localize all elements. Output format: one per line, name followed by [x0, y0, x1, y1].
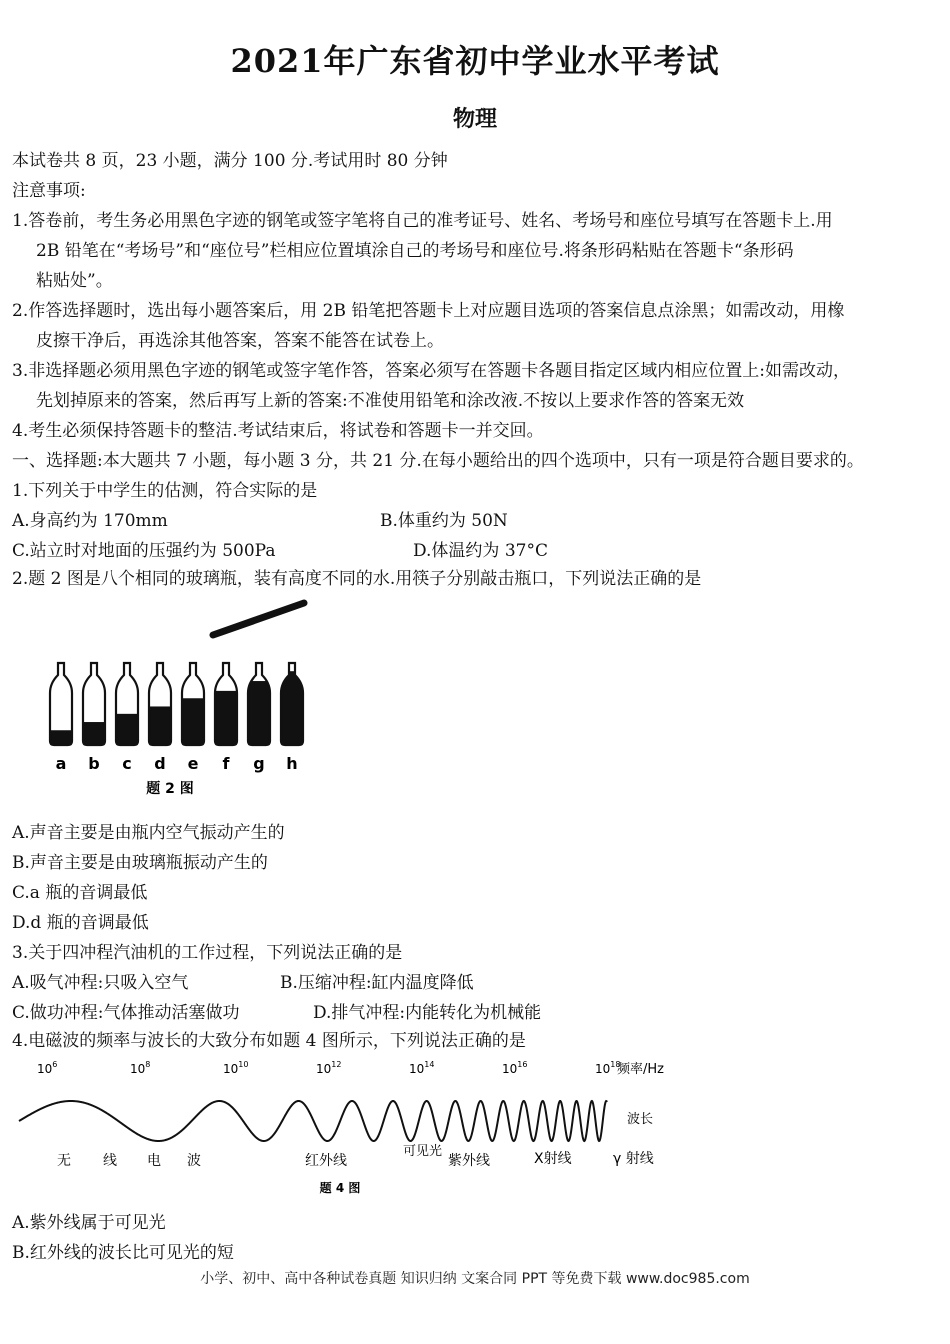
exam-summary: 本试卷共 8 页，23 小题，满分 100 分.考试用时 80 分钟 — [12, 151, 448, 171]
bottle-water-b — [83, 722, 105, 745]
q3-option-a: A.吸气冲程:只吸入空气 — [12, 973, 189, 993]
notice-4: 4.考生必须保持答题卡的整洁.考试结束后，将试卷和答题卡一并交回。 — [12, 421, 544, 441]
q1-option-b: B.体重约为 50N — [380, 511, 508, 531]
band-xray: X射线 — [534, 1151, 572, 1167]
chopstick — [213, 603, 304, 635]
q2-option-d: D.d 瓶的音调最低 — [12, 913, 149, 933]
band-radio-3: 电 — [147, 1153, 161, 1169]
bottle-water-g — [248, 681, 270, 745]
bottle-label-a: a — [55, 754, 67, 773]
frequency-unit-label: 频率/Hz — [617, 1062, 664, 1077]
bottle-f — [215, 663, 237, 745]
bottle-label-d: d — [154, 754, 166, 773]
band-infrared: 红外线 — [305, 1153, 347, 1169]
frequency-axis — [37, 1060, 620, 1076]
figure-2-caption: 题 2 图 — [146, 781, 194, 797]
bottle-g — [248, 663, 270, 745]
q1-option-a: A.身高约为 170mm — [12, 511, 168, 531]
q1-option-d: D.体温约为 37°C — [413, 541, 548, 561]
bottle-label-row — [56, 754, 298, 773]
notice-1-line-3: 粘贴处”。 — [36, 271, 113, 291]
q3-option-d: D.排气冲程:内能转化为机械能 — [313, 1003, 542, 1023]
bottle-c — [116, 663, 138, 745]
bottle-water-d — [149, 706, 171, 745]
q4-stem: 4.电磁波的频率与波长的大致分布如题 4 图所示，下列说法正确的是 — [12, 1031, 526, 1051]
band-radio-4: 波 — [187, 1153, 201, 1169]
band-radio-1: 无 — [57, 1153, 71, 1169]
bottle-row — [50, 663, 303, 745]
q1-option-c: C.站立时对地面的压强约为 500Pa — [12, 541, 276, 561]
notice-2-line-2: 皮擦干净后，再选涂其他答案，答案不能答在试卷上。 — [36, 331, 444, 351]
q2-option-b: B.声音主要是由玻璃瓶振动产生的 — [12, 853, 268, 873]
bottle-label-g: g — [253, 754, 265, 773]
frequency-tick-8: $10^8$ — [130, 1060, 151, 1076]
notice-2-line-1: 2.作答选择题时，选出每小题答案后，用 2B 铅笔把答题卡上对应题目选项的答案信息点涂黑；如需改动，用橡 — [12, 301, 845, 321]
bottle-b — [83, 663, 105, 745]
bottle-a — [50, 663, 72, 745]
wavelength-label: 波长 — [627, 1112, 654, 1127]
bottle-water-c — [116, 714, 138, 745]
q4-option-b: B.红外线的波长比可见光的短 — [12, 1243, 234, 1263]
q2-stem: 2.题 2 图是八个相同的玻璃瓶，装有高度不同的水.用筷子分别敲击瓶口，下列说法正确的是 — [12, 569, 702, 589]
notice-1-line-1: 1.答卷前，考生务必用黑色字迹的钢笔或签字笔将自己的准考证号、姓名、考场号和座位号填写在答题卡上.用 — [12, 211, 833, 231]
band-ultraviolet: 紫外线 — [448, 1153, 490, 1169]
section-1-heading: 一、选择题:本大题共 7 小题，每小题 3 分，共 21 分.在每小题给出的四个选项中，只有一项是符合题目要求的。 — [12, 451, 864, 471]
subject-title: 物理 — [452, 106, 497, 132]
bottle-label-f: f — [222, 754, 230, 773]
q1-stem: 1.下列关于中学生的估测，符合实际的是 — [12, 481, 318, 501]
band-visible: 可见光 — [403, 1144, 443, 1159]
q2-option-c: C.a 瓶的音调最低 — [12, 883, 148, 903]
bottles-figure — [30, 595, 330, 805]
spectrum-wave — [19, 1101, 607, 1141]
notice-3-line-1: 3.非选择题必须用黑色字迹的钢笔或签字笔作答，答案必须写在答题卡各题目指定区域内相应位置上:如需改动， — [12, 361, 850, 381]
bottle-d — [149, 663, 171, 745]
frequency-tick-18: $10^{18}$ — [595, 1060, 621, 1076]
notice-1-line-2: 2B 铅笔在“考场号”和“座位号”栏相应位置填涂自己的考场号和座位号.将条形码粘贴在答题卡“条形码 — [36, 241, 794, 261]
figure-4-caption: 题 4 图 — [319, 1181, 361, 1195]
q2-option-a: A.声音主要是由瓶内空气振动产生的 — [12, 823, 285, 843]
band-gamma: γ 射线 — [613, 1151, 654, 1167]
frequency-tick-12: $10^{12}$ — [316, 1060, 342, 1076]
notice-title: 注意事项: — [12, 181, 86, 201]
frequency-tick-10: $10^{10}$ — [223, 1060, 249, 1076]
bottle-water-f — [215, 691, 237, 745]
band-radio-2: 线 — [103, 1153, 117, 1169]
bottle-e — [182, 663, 204, 745]
page-footer: 小学、初中、高中各种试卷真题 知识归纳 文案合同 PPT 等免费下载 www.doc985.com — [200, 1271, 750, 1287]
frequency-tick-6: $10^6$ — [37, 1060, 58, 1076]
bottle-label-e: e — [187, 754, 199, 773]
frequency-tick-14: $10^{14}$ — [409, 1060, 435, 1076]
bottle-label-b: b — [88, 754, 100, 773]
exam-title: 2021年广东省初中学业水平考试 — [230, 42, 720, 80]
q3-stem: 3.关于四冲程汽油机的工作过程，下列说法正确的是 — [12, 943, 403, 963]
notice-3-line-2: 先划掉原来的答案，然后再写上新的答案:不准使用铅笔和涂改液.不按以上要求作答的答案无效 — [36, 391, 745, 411]
q4-option-a: A.紫外线属于可见光 — [12, 1213, 166, 1233]
bottle-water-a — [50, 730, 72, 745]
q3-option-b: B.压缩冲程:缸内温度降低 — [280, 973, 474, 993]
em-spectrum-figure — [15, 1055, 685, 1200]
bottle-label-h: h — [286, 754, 298, 773]
bottle-water-e — [182, 698, 204, 745]
bottle-label-c: c — [122, 754, 132, 773]
bottle-h — [281, 663, 303, 745]
frequency-tick-16: $10^{16}$ — [502, 1060, 528, 1076]
q3-option-c: C.做功冲程:气体推动活塞做功 — [12, 1003, 240, 1023]
